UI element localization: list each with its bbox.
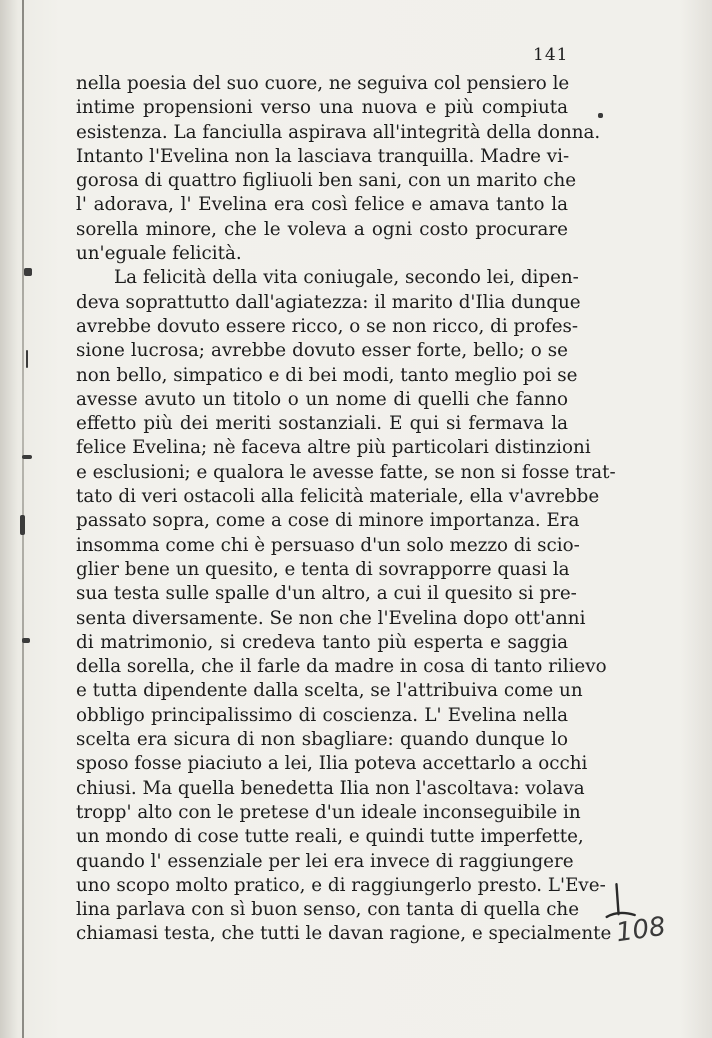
text-line: deva soprattutto dall'agiatezza: il marito d'Ilia dunque (76, 291, 581, 313)
text-line: insomma come chi è persuaso d'un solo mezzo di scio- (76, 534, 580, 556)
text-line: uno scopo molto pratico, e di raggiungerlo presto. L'Eve- (76, 874, 606, 896)
text-line: un mondo di cose tutte reali, e quindi tutte imperfette, (76, 826, 584, 848)
text-line: sorella minore, che le voleva a ogni costo procurare (76, 218, 568, 240)
text-line: sione lucrosa; avrebbe dovuto esser forte, bello; o se (76, 340, 568, 362)
text-line: glier bene un quesito, e tenta di sovrapporre quasi la (76, 558, 570, 580)
text-line: della sorella, che il farle da madre in cosa di tanto rilievo (76, 656, 607, 678)
text-line: gorosa di quattro figliuoli ben sani, con un marito che (76, 170, 577, 192)
text-line: felice Evelina; nè faceva altre più particolari distinzioni (76, 437, 591, 459)
text-line: sposo fosse piaciuto a lei, Ilia poteva accettarlo a occhi (76, 753, 588, 775)
text-line: La felicità della vita coniugale, secondo lei, dipen- (114, 267, 579, 289)
text-line: non bello, simpatico e di bei modi, tanto meglio poi se (76, 364, 578, 386)
text-line: l' adorava, l' Evelina era così felice e amava tanto la (76, 194, 568, 216)
text-line: intime propensioni verso una nuova e più compiuta (76, 97, 568, 119)
text-line: chiusi. Ma quella benedetta Ilia non l'ascoltava: volava (76, 777, 585, 799)
binding-mark (22, 638, 30, 643)
text-line: e esclusioni; e qualora le avesse fatte, se non si fosse trat- (76, 461, 616, 483)
binding-mark (598, 113, 603, 118)
text-line: quando l' essenziale per lei era invece di raggiungere (76, 850, 574, 872)
text-line: senta diversamente. Se non che l'Evelina dopo ott'anni (76, 607, 586, 629)
text-line: chiamasi testa, che tutti le davan ragione, e specialmente (76, 923, 612, 945)
text-line: sua testa sulle spalle d'un altro, a cui il quesito si pre- (76, 583, 577, 605)
binding-mark (20, 515, 25, 535)
text-line: Intanto l'Evelina non la lasciava tranquilla. Madre vi- (76, 145, 570, 167)
binding-mark (24, 268, 32, 276)
page-number: 141 (533, 45, 569, 65)
text-line: obbligo principalissimo di coscienza. L' Evelina nella (76, 704, 568, 726)
binding-mark (22, 455, 32, 459)
text-line: effetto più dei meriti sostanziali. E qui si fermava la (76, 413, 568, 435)
body-text (76, 72, 616, 947)
text-line: nella poesia del suo cuore, ne seguiva col pensiero le (76, 73, 570, 94)
text-line: scelta era sicura di non sbagliare: quando dunque lo (76, 729, 568, 751)
text-line: esistenza. La fanciulla aspirava all'integrità della donna. (76, 121, 601, 143)
text-line: avrebbe dovuto essere ricco, o se non ricco, di profes- (76, 315, 579, 337)
text-line: lina parlava con sì buon senso, con tanta di quella che (76, 899, 580, 921)
binding-mark (26, 350, 28, 368)
text-line: e tutta dipendente dalla scelta, se l'attribuiva come un (76, 680, 583, 702)
text-line: tato di veri ostacoli alla felicità materiale, ella v'avrebbe (76, 486, 600, 508)
text-line: un'eguale felicità. (76, 243, 242, 265)
text-line: di matrimonio, si credeva tanto più esperta e saggia (76, 631, 568, 653)
margin-annotation: 108 (614, 911, 668, 949)
text-line: avesse avuto un titolo o un nome di quelli che fanno (76, 388, 568, 410)
text-line: tropp' alto con le pretese d'un ideale inconseguibile in (76, 801, 581, 823)
text-line: passato sopra, come a cose di minore importanza. Era (76, 510, 580, 532)
